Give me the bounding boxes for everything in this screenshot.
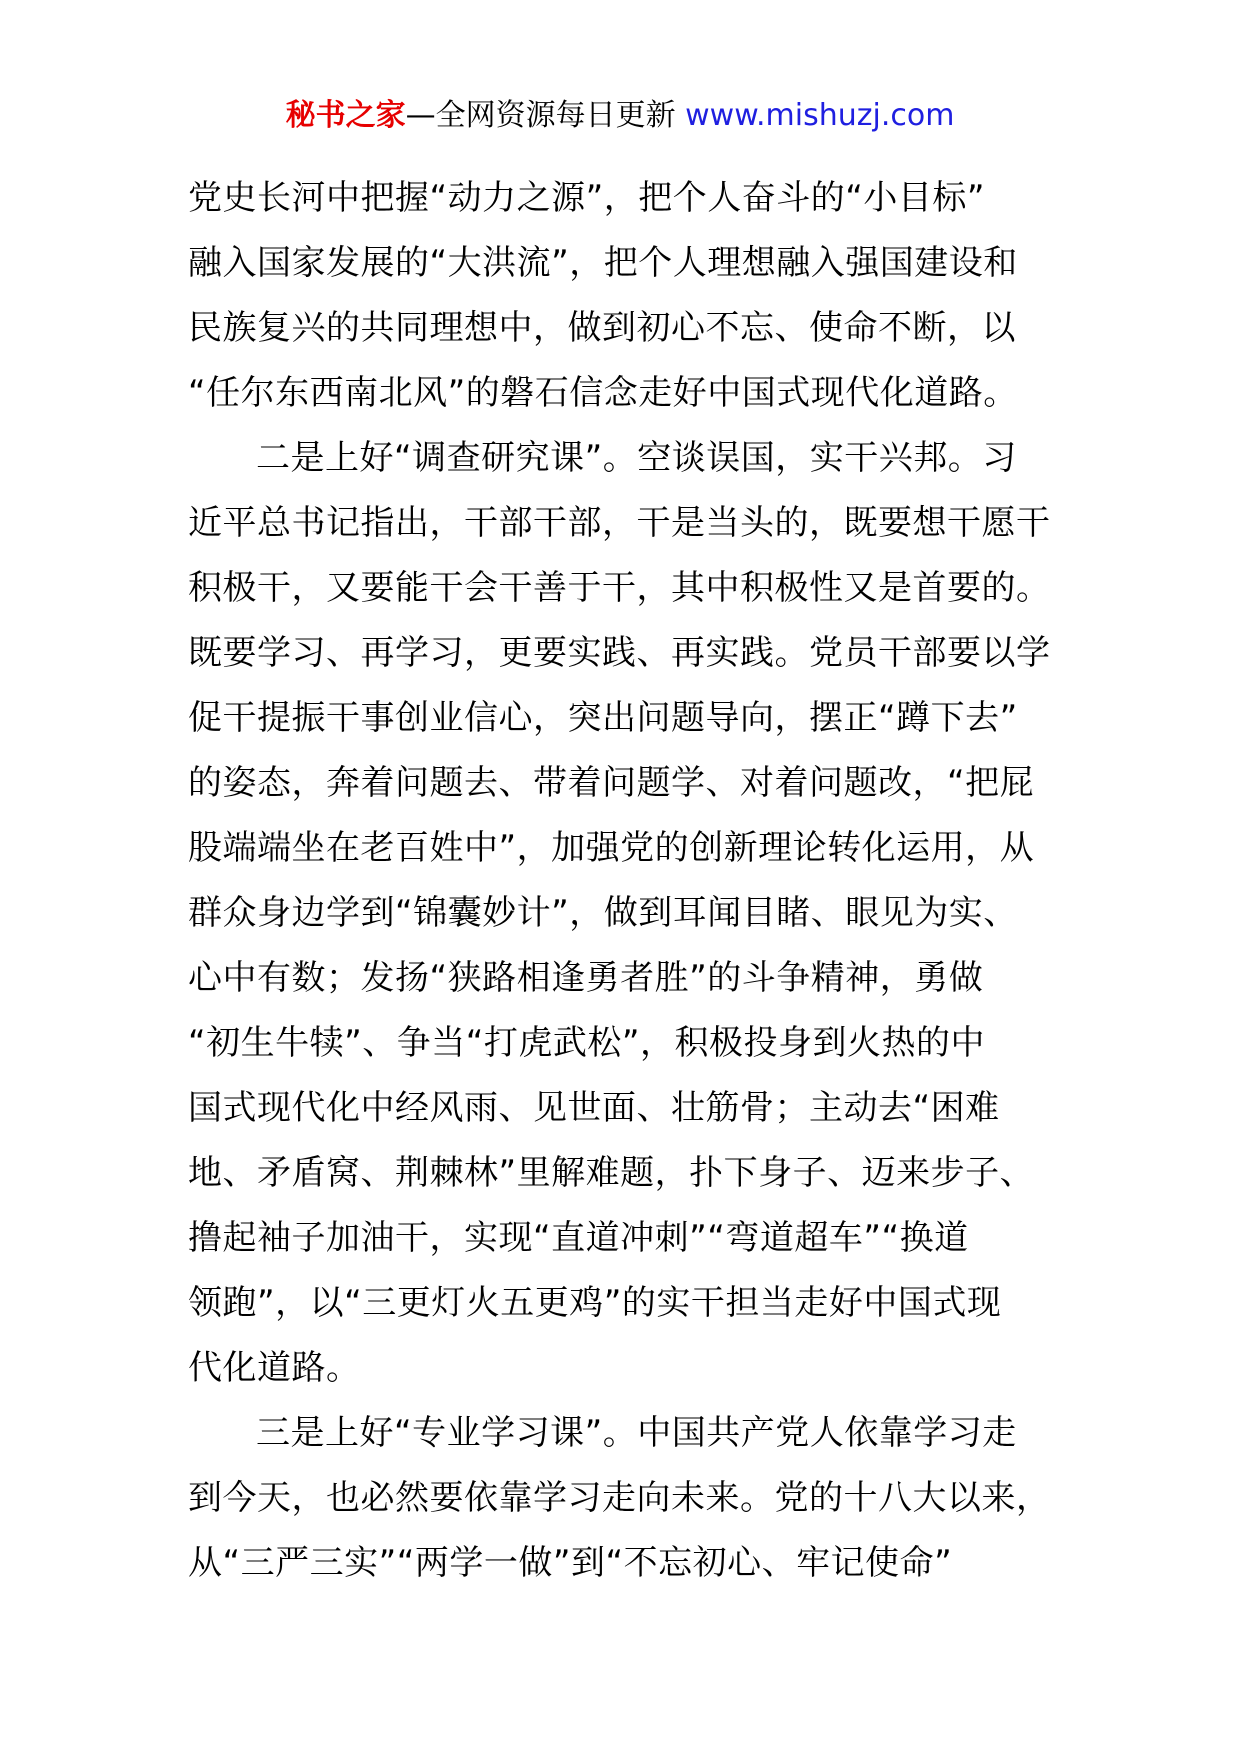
text-line: 促干提振干事创业信心，突出问题导向，摆正“蹲下去”: [188, 698, 1018, 738]
text-line: 心中有数；发扬“狭路相逢勇者胜”的斗争精神，勇做: [188, 958, 984, 998]
site-url-link[interactable]: www.mishuzj.com: [685, 98, 955, 133]
text-line: 代化道路。: [188, 1348, 361, 1388]
text-line: 领跑”，以“三更灯火五更鸡”的实干担当走好中国式现: [188, 1283, 1002, 1323]
text-line: 股端端坐在老百姓中”，加强党的创新理论转化运用，从: [188, 828, 1035, 868]
text-line: “初生牛犊”、争当“打虎武松”，积极投身到火热的中: [188, 1023, 985, 1063]
text-line: 融入国家发展的“大洪流”，把个人理想融入强国建设和: [188, 243, 1018, 283]
text-line: 国式现代化中经风雨、见世面、壮筋骨；主动去“困难: [188, 1088, 1000, 1128]
text-line: 群众身边学到“锦囊妙计”，做到耳闻目睹、眼见为实、: [188, 893, 1018, 933]
text-line: 党史长河中把握“动力之源”，把个人奋斗的“小目标”: [188, 178, 985, 218]
text-line: 的姿态，奔着问题去、带着问题学、对着问题改，“把屁: [188, 763, 1035, 803]
text-line: 撸起袖子加油干，实现“直道冲刺”“弯道超车”“换道: [188, 1218, 969, 1258]
text-line: 既要学习、再学习，更要实践、再实践。党员干部要以学: [188, 633, 1051, 673]
brand-name: 秘书之家: [285, 98, 406, 133]
header-tagline: —全网资源每日更新: [405, 98, 676, 133]
paragraph-start-line: 三是上好“专业学习课”。中国共产党人依靠学习走: [256, 1413, 1017, 1453]
paragraph-start-line: 二是上好“调查研究课”。空谈误国，实干兴邦。习: [256, 438, 1017, 478]
document-body: [188, 166, 1058, 1596]
text-line: 积极干，又要能干会干善于干，其中积极性又是首要的。: [188, 568, 1051, 608]
text-line: “任尔东西南北风”的磐石信念走好中国式现代化道路。: [188, 373, 1018, 413]
text-line: 到今天，也必然要依靠学习走向未来。党的十八大以来，: [188, 1478, 1051, 1518]
text-line: 近平总书记指出，干部干部，干是当头的，既要想干愿干: [188, 503, 1051, 543]
text-line: 从“三严三实”“两学一做”到“不忘初心、牢记使命”: [188, 1543, 953, 1583]
text-line: 地、矛盾窝、荆棘林”里解难题，扑下身子、迈来步子、: [188, 1153, 1035, 1193]
site-header: [0, 96, 1240, 136]
text-line: 民族复兴的共同理想中，做到初心不忘、使命不断，以: [188, 308, 1016, 348]
